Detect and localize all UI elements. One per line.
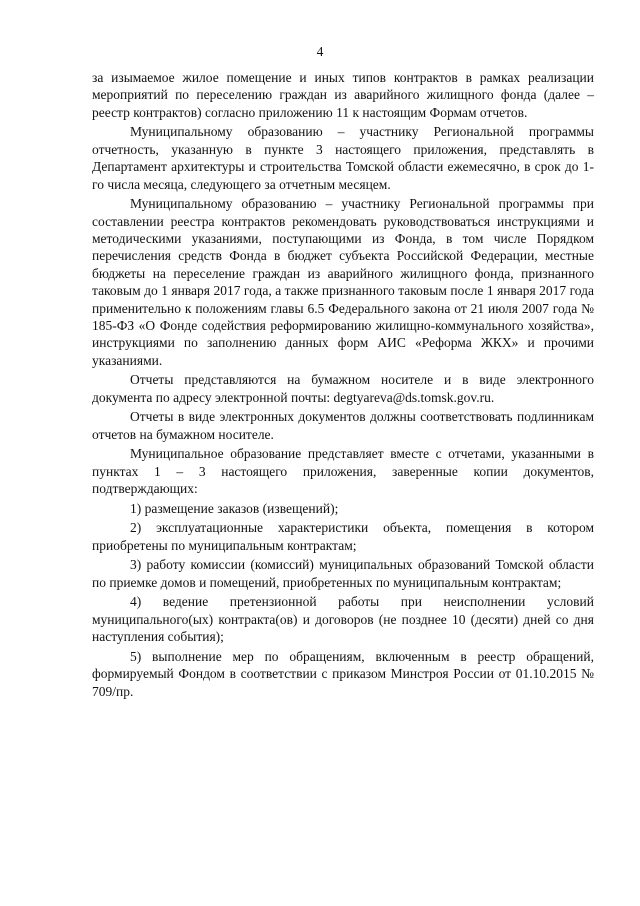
document-body xyxy=(92,69,594,702)
page-number: 4 xyxy=(316,44,324,59)
paragraph-supporting-documents: Муниципальное образование представляет вместе с отчетами, указанными в пунктах 1 – 3 настоящего приложения, заверенные копии документов, подтверждающих: xyxy=(92,446,594,497)
list-item-1: 1) размещение заказов (извещений); xyxy=(130,500,339,516)
list-item-2: 2) эксплуатационные характеристики объекта, помещения в котором приобретены по муниципальным контрактам; xyxy=(92,520,594,553)
paragraph-continuation: за изымаемое жилое помещение и иных типов контрактов в рамках реализации мероприятий по переселению граждан из аварийного жилищного фонда (далее – реестр контрактов) согласно приложению 11 к настоящим Формам отчетов. xyxy=(92,70,594,120)
paragraph-reporting-deadline: Муниципальному образованию – участнику Региональной программы отчетность, указанную в пункте 3 настоящего приложения, представлять в Департамент архитектуры и строительства Томской области ежемесячно, в срок до 1-го числа месяца, следующего за отчетным месяцем. xyxy=(92,124,594,192)
paragraph-submission-format: Отчеты представляются на бумажном носителе и в виде электронного документа по адресу электронной почты: degtyareva@ds.tomsk.gov.ru. xyxy=(92,372,594,405)
list-item-3: 3) работу комиссии (комиссий) муниципальных образований Томской области по приемке домов и помещений, приобретенных по муниципальным контрактам; xyxy=(92,557,594,590)
list-item-4: 4) ведение претензионной работы при неисполнении условий муниципального(ых) контракта(ов) и договоров (не позднее 10 (десяти) дней со дня наступления события); xyxy=(92,594,594,645)
paragraph-electronic-match: Отчеты в виде электронных документов должны соответствовать подлинникам отчетов на бумажном носителе. xyxy=(92,409,594,442)
paragraph-contract-registry-guidance: Муниципальному образованию – участнику Региональной программы при составлении реестра контрактов рекомендовать руководствоваться инструкциями и методическими указаниями, поступающими из Фонда, в том числе Порядком перечисления средств Фонда в бюджет субъекта Российской Федерации, местные бюджеты на переселение граждан из аварийного жилищного фонда, признанного таковым до 1 января 2017 года, а также признанного таковым после 1 января 2017 года применительно к положениям главы 6.5 Федерального закона от 21 июля 2007 года № 185-ФЗ «О Фонде содействия реформированию жилищно-коммунального хозяйства», инструкциями по заполнению данных форм АИС «Реформа ЖКХ» и прочими указаниями. xyxy=(92,196,594,368)
list-item-5: 5) выполнение мер по обращениям, включенным в реестр обращений, формируемый Фондом в соответствии с приказом Минстроя России от 01.10.2015 № 709/пр. xyxy=(92,648,594,699)
